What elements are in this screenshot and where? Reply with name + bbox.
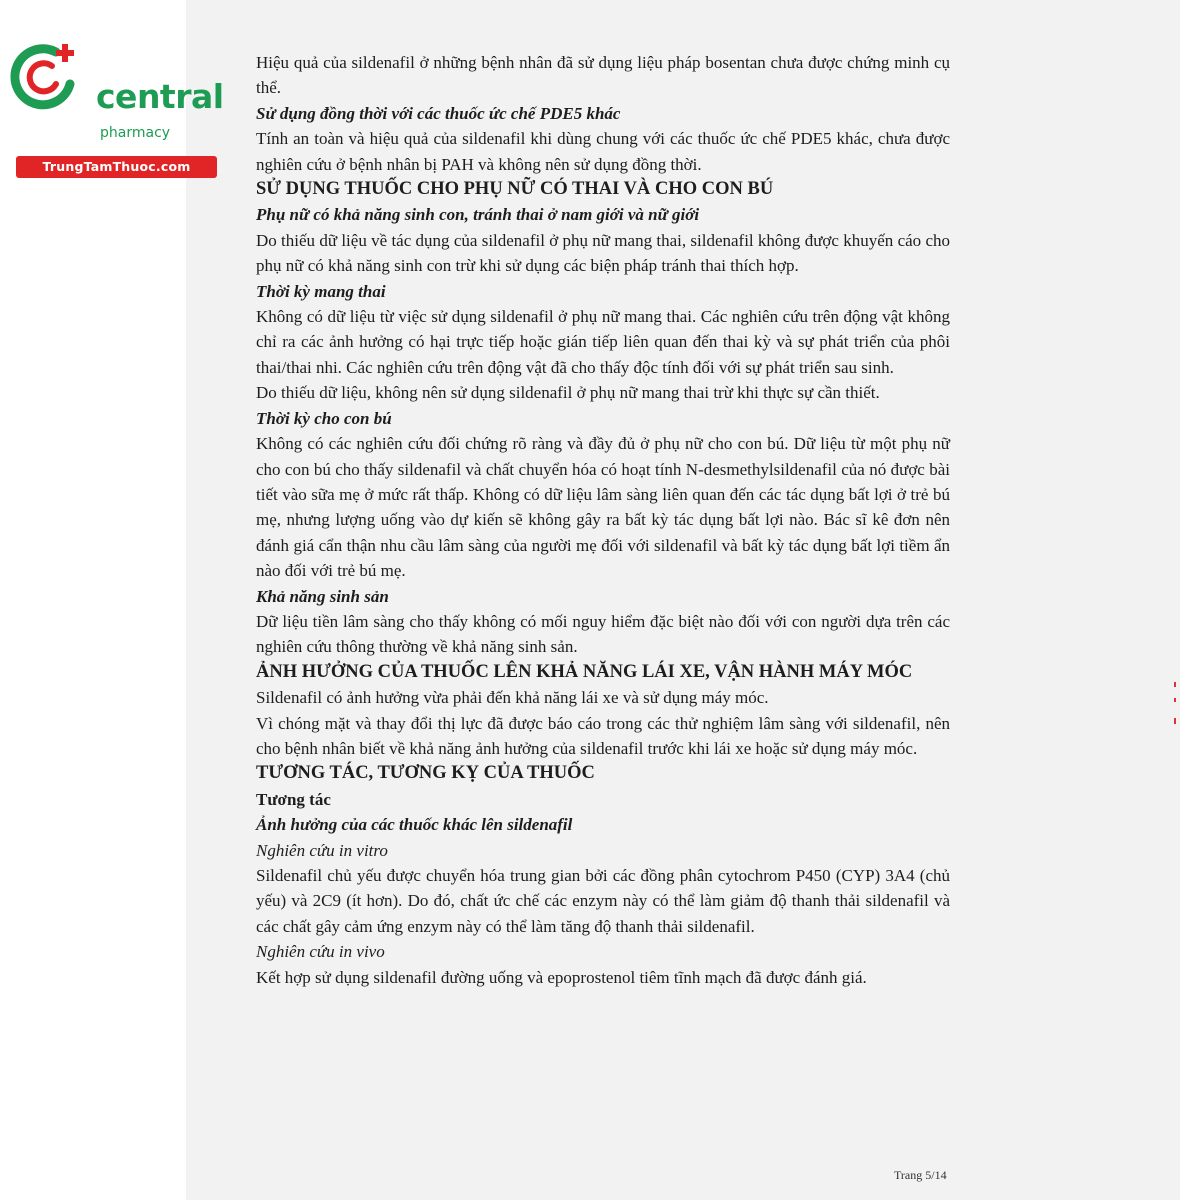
paragraph: Vì chóng mặt và thay đổi thị lực đã được báo cáo trong các thử nghiệm lâm sàng với sildenafil, nên cho bệnh nhân biết về khả năng ảnh hưởng của sildenafil trước khi lái xe hoặc sử dụng máy móc. [256,713,950,758]
subheading: Khả năng sinh sản [256,586,389,606]
logo-subtitle: pharmacy [100,125,171,141]
page-number: Trang 5/14 [894,1168,947,1182]
pharmacy-cross-icon [8,38,82,112]
paragraph: Kết hợp sử dụng sildenafil đường uống và epoprostenol tiêm tĩnh mạch đã được đánh giá. [256,967,867,987]
paragraph: Do thiếu dữ liệu, không nên sử dụng sildenafil ở phụ nữ mang thai trừ khi thực sự cần thiết. [256,383,880,403]
paragraph: Tính an toàn và hiệu quả của sildenafil khi dùng chung với các thuốc ức chế PDE5 khác, chưa được nghiên cứu ở bệnh nhân bị PAH và không nên sử dụng đồng thời. [256,129,950,174]
central-pharmacy-logo [8,38,224,174]
section-heading: TƯƠNG TÁC, TƯƠNG KỴ CỦA THUỐC [256,763,595,784]
italic-label: Nghiên cứu in vivo [256,942,385,962]
logo-name: central [96,77,224,116]
paragraph: Sildenafil có ảnh hưởng vừa phải đến khả năng lái xe và sử dụng máy móc. [256,688,769,708]
paragraph: Không có dữ liệu từ việc sử dụng sildenafil ở phụ nữ mang thai. Các nghiên cứu trên động vật không chỉ ra các ảnh hưởng có hại trực tiếp hoặc gián tiếp liên quan đến thai kỳ và sự phát triển của phôi thai/thai nhi. Các nghiên cứu trên động vật đã cho thấy độc tính đối với sự phát triển sau sinh. [256,307,950,377]
paragraph: Do thiếu dữ liệu về tác dụng của sildenafil ở phụ nữ mang thai, sildenafil không được khuyến cáo cho phụ nữ có khả năng sinh con trừ khi sử dụng các biện pháp tránh thai thích hợp. [256,230,950,276]
subheading: Phụ nữ có khả năng sinh con, tránh thai ở nam giới và nữ giới [256,205,700,225]
italic-label: Nghiên cứu in vitro [256,840,388,860]
margin-red-marks [1170,680,1180,740]
paragraph: Hiệu quả của sildenafil ở những bệnh nhân đã sử dụng liệu pháp bosentan chưa được chứng minh cụ thể. [256,53,950,98]
section-heading: ẢNH HƯỞNG CỦA THUỐC LÊN KHẢ NĂNG LÁI XE, VẬN HÀNH MÁY MÓC [256,661,913,682]
subheading: Ảnh hưởng của các thuốc khác lên sildenafil [256,815,573,835]
paragraph: Dữ liệu tiền lâm sàng cho thấy không có mối nguy hiểm đặc biệt nào đối với con người dựa trên các nghiên cứu thông thường về khả năng sinh sản. [256,611,950,657]
logo-url: TrungTamThuoc.com [16,156,217,178]
subheading: Thời kỳ mang thai [256,281,386,301]
section-heading: SỬ DỤNG THUỐC CHO PHỤ NỮ CÓ THAI VÀ CHO CON BÚ [256,179,774,200]
bold-label: Tương tác [256,789,331,809]
paragraph: Không có các nghiên cứu đối chứng rõ ràng và đầy đủ ở phụ nữ cho con bú. Dữ liệu từ một phụ nữ cho con bú cho thấy sildenafil và chất chuyển hóa có hoạt tính N-desmethylsildenafil của nó được bài tiết vào sữa mẹ ở mức rất thấp. Không có dữ liệu lâm sàng liên quan đến các tác dụng bất lợi ở trẻ bú mẹ, nhưng lượng uống vào dự kiến sẽ không gây ra bất kỳ tác dụng bất lợi nào. Bác sĩ kê đơn nên đánh giá cẩn thận nhu cầu lâm sàng của người mẹ đối với sildenafil và bất kỳ tác dụng bất lợi tiềm ẩn nào đối với trẻ bú mẹ. [256,434,950,581]
subheading: Thời kỳ cho con bú [256,408,392,428]
subheading: Sử dụng đồng thời với các thuốc ức chế PDE5 khác [256,103,621,123]
paragraph: Sildenafil chủ yếu được chuyển hóa trung gian bởi các đồng phân cytochrom P450 (CYP) 3A4 (chủ yếu) và 2C9 (ít hơn). Do đó, chất ức chế các enzym này có thể làm giảm độ thanh thải sildenafil và các chất gây cảm ứng enzym này có thể làm tăng độ thanh thải sildenafil. [256,866,950,936]
document-body [256,50,950,990]
